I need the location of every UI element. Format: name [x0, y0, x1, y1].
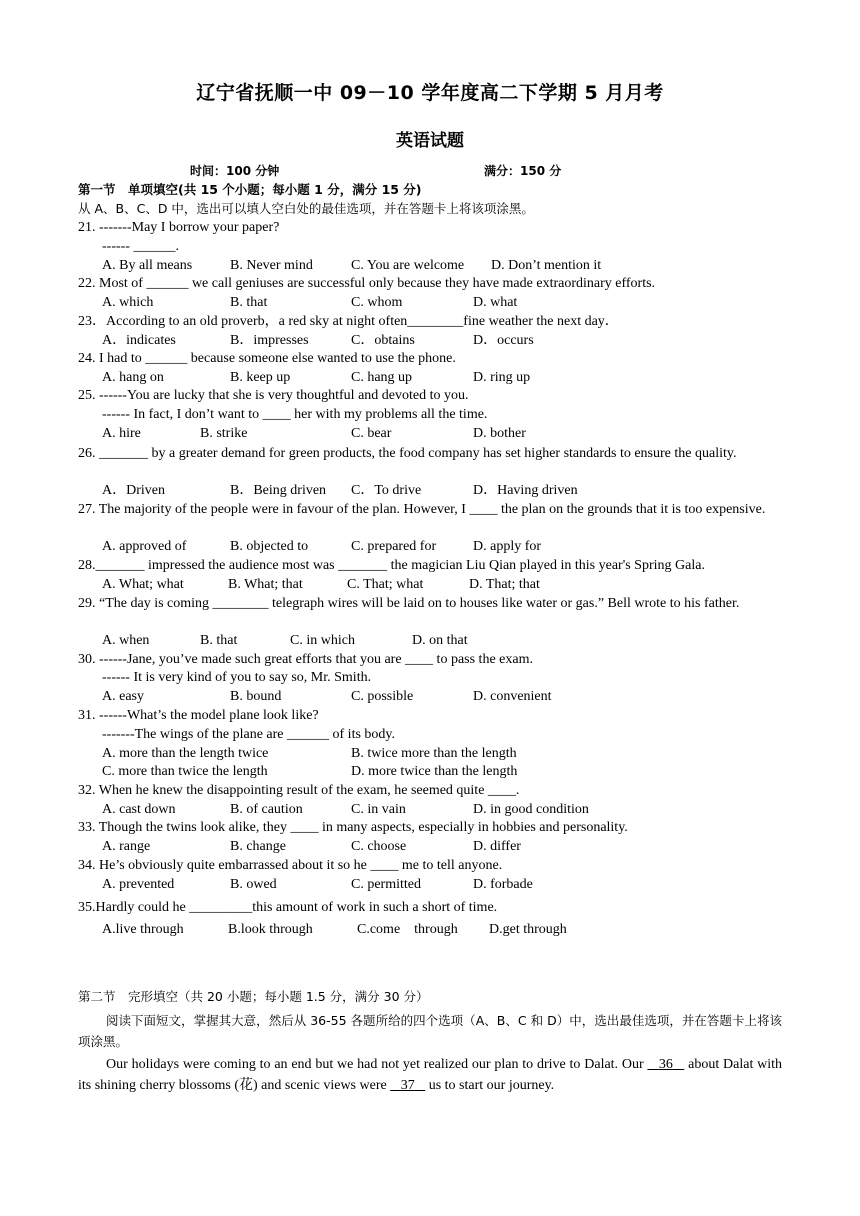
question-23-option-b: B．impresses: [230, 333, 309, 348]
exam-subtitle: 英语试题: [396, 131, 464, 151]
question-31-option-c: C. more than twice the length: [102, 764, 268, 779]
question-32-stem: 32. When he knew the disappointing result of the exam, he seemed quite ____.: [78, 783, 520, 798]
question-29-option-c: C. in which: [290, 633, 355, 648]
question-21-option-d: D. Don’t mention it: [491, 258, 602, 273]
exam-score: 满分：150 分: [484, 164, 562, 178]
question-27-option-d: D. apply for: [473, 539, 542, 554]
question-29-stem: 29. “The day is coming ________ telegraph wires will be laid on to houses like water or gas.” Bell wrote to his father.: [78, 596, 740, 611]
question-22-stem: 22. Most of ______ we call geniuses are successful only because they have made extraordinary efforts.: [78, 276, 656, 291]
question-22-option-a: A. which: [102, 295, 154, 310]
question-34-option-c: C. permitted: [351, 877, 421, 892]
question-33-stem: 33. Though the twins look alike, they ____ in many aspects, especially in hobbies and personality.: [78, 820, 628, 835]
question-35-option-c: C.come through: [357, 922, 458, 937]
question-23-stem: 23．According to an old proverb，a red sky at night often________fine weather the next day．: [78, 314, 619, 329]
question-34-option-a: A. prevented: [102, 877, 175, 892]
question-25-option-d: D. bother: [473, 426, 526, 441]
question-21-option-b: B. Never mind: [230, 258, 313, 273]
question-21-reply: ------ ______.: [102, 239, 179, 254]
question-30-option-c: C. possible: [351, 689, 414, 704]
question-35-option-b: B.look through: [228, 922, 313, 937]
question-30-option-b: B. bound: [230, 689, 282, 704]
question-23-option-a: A．indicates: [102, 333, 176, 348]
question-24-option-c: C. hang up: [351, 370, 413, 385]
section2-instruction: 阅读下面短文，掌握其大意，然后从 36-55 各题所给的四个选项（A、B、C 和 D）中，选出最佳选项，并在答题卡上将该项涂黑。: [78, 1013, 782, 1049]
question-29-option-b: B. that: [200, 633, 238, 648]
question-35-option-a: A.live through: [102, 922, 184, 937]
question-31-option-b: B. twice more than the length: [351, 746, 517, 761]
question-28-option-b: B. What; that: [228, 577, 303, 592]
question-27-option-c: C. prepared for: [351, 539, 437, 554]
section1-instruction: 从 A、B、C、D 中，选出可以填人空白处的最佳选项，并在答题卡上将该项涂黑。: [78, 201, 534, 216]
question-25-reply: ------ In fact, I don’t want to ____ her with my problems all the time.: [102, 407, 488, 422]
question-31-option-a: A. more than the length twice: [102, 746, 269, 761]
question-27-stem: 27. The majority of the people were in favour of the plan. However, I ____ the plan on the grounds that it is too expensive.: [78, 502, 766, 517]
question-24-option-b: B. keep up: [230, 370, 291, 385]
question-28-option-a: A. What; what: [102, 577, 184, 592]
question-30-stem: 30. ------Jane, you’ve made such great efforts that you are ____ to pass the exam.: [78, 652, 533, 667]
blank-36: [647, 1057, 684, 1072]
section1-heading: 第一节 单项填空(共 15 个小题；每小题 1 分，满分 15 分): [78, 182, 422, 197]
question-31-reply: -------The wings of the plane are ______ of its body.: [102, 727, 396, 742]
question-29-option-a: A. when: [102, 633, 150, 648]
question-23-option-c: C．obtains: [351, 333, 415, 348]
question-26-option-c: C．To drive: [351, 483, 422, 498]
exam-time: 时间：100 分钟: [190, 164, 280, 178]
question-33-option-a: A. range: [102, 839, 151, 854]
question-34-option-b: B. owed: [230, 877, 277, 892]
question-33-option-b: B. change: [230, 839, 286, 854]
question-21-stem: 21. -------May I borrow your paper?: [78, 220, 280, 235]
question-24-option-d: D. ring up: [473, 370, 531, 385]
question-25-stem: 25. ------You are lucky that she is very thoughtful and devoted to you.: [78, 388, 469, 403]
question-24-stem: 24. I had to ______ because someone else wanted to use the phone.: [78, 351, 456, 366]
passage-text-3: us to start our journey.: [428, 1078, 555, 1093]
blank-37-number: 37: [400, 1078, 415, 1093]
question-35-stem: 35.Hardly could he _________this amount of work in such a short of time.: [78, 900, 498, 915]
cloze-passage: [78, 1054, 782, 1096]
question-26-option-b: B．Being driven: [230, 483, 327, 498]
question-30-reply: ------ It is very kind of you to say so, Mr. Smith.: [102, 670, 372, 685]
question-34-stem: 34. He’s obviously quite embarrassed about it so he ____ me to tell anyone.: [78, 858, 503, 873]
question-26-stem: 26. _______ by a greater demand for green products, the food company has set higher standards to ensure the quality.: [78, 446, 737, 461]
question-35-option-d: D.get through: [489, 922, 567, 937]
question-22-option-b: B. that: [230, 295, 268, 310]
question-23-option-d: D．occurs: [473, 333, 534, 348]
question-32-option-d: D. in good condition: [473, 802, 589, 817]
question-22-option-d: D. what: [473, 295, 518, 310]
question-24-option-a: A. hang on: [102, 370, 164, 385]
question-29-option-d: D. on that: [412, 633, 468, 648]
question-30-option-a: A. easy: [102, 689, 144, 704]
exam-title: 辽宁省抚顺一中 09－10 学年度高二下学期 5 月月考: [196, 82, 664, 104]
question-25-option-b: B. strike: [200, 426, 248, 441]
question-31-option-d: D. more twice than the length: [351, 764, 518, 779]
question-32-option-c: C. in vain: [351, 802, 406, 817]
blank-36-number: 36: [658, 1057, 673, 1072]
question-25-option-c: C. bear: [351, 426, 392, 441]
question-28-option-d: D. That; that: [469, 577, 540, 592]
section2-heading: 第二节 完形填空（共 20 小题；每小题 1.5 分，满分 30 分）: [78, 989, 429, 1004]
question-21-option-c: C. You are welcome: [351, 258, 465, 273]
passage-text-1: Our holidays were coming to an end but we had not yet realized our plan to drive to Dalat. Our: [106, 1057, 644, 1072]
question-33-option-c: C. choose: [351, 839, 407, 854]
question-21-option-a: A. By all means: [102, 258, 193, 273]
question-27-option-b: B. objected to: [230, 539, 309, 554]
question-30-option-d: D. convenient: [473, 689, 552, 704]
question-26-option-d: D．Having driven: [473, 483, 578, 498]
question-32-option-b: B. of caution: [230, 802, 303, 817]
question-28-stem: 28._______ impressed the audience most was _______ the magician Liu Qian played in this year's Spring Gala.: [78, 558, 705, 573]
question-34-option-d: D. forbade: [473, 877, 533, 892]
question-28-option-c: C. That; what: [347, 577, 424, 592]
question-33-option-d: D. differ: [473, 839, 521, 854]
question-26-option-a: A．Driven: [102, 483, 165, 498]
blank-37: [390, 1078, 425, 1093]
question-25-option-a: A. hire: [102, 426, 141, 441]
question-32-option-a: A. cast down: [102, 802, 176, 817]
passage-text-2: about Dalat with its shining cherry blossoms (花) and scenic views were: [78, 1057, 783, 1093]
question-27-option-a: A. approved of: [102, 539, 187, 554]
question-22-option-c: C. whom: [351, 295, 403, 310]
question-31-stem: 31. ------What’s the model plane look like?: [78, 708, 319, 723]
